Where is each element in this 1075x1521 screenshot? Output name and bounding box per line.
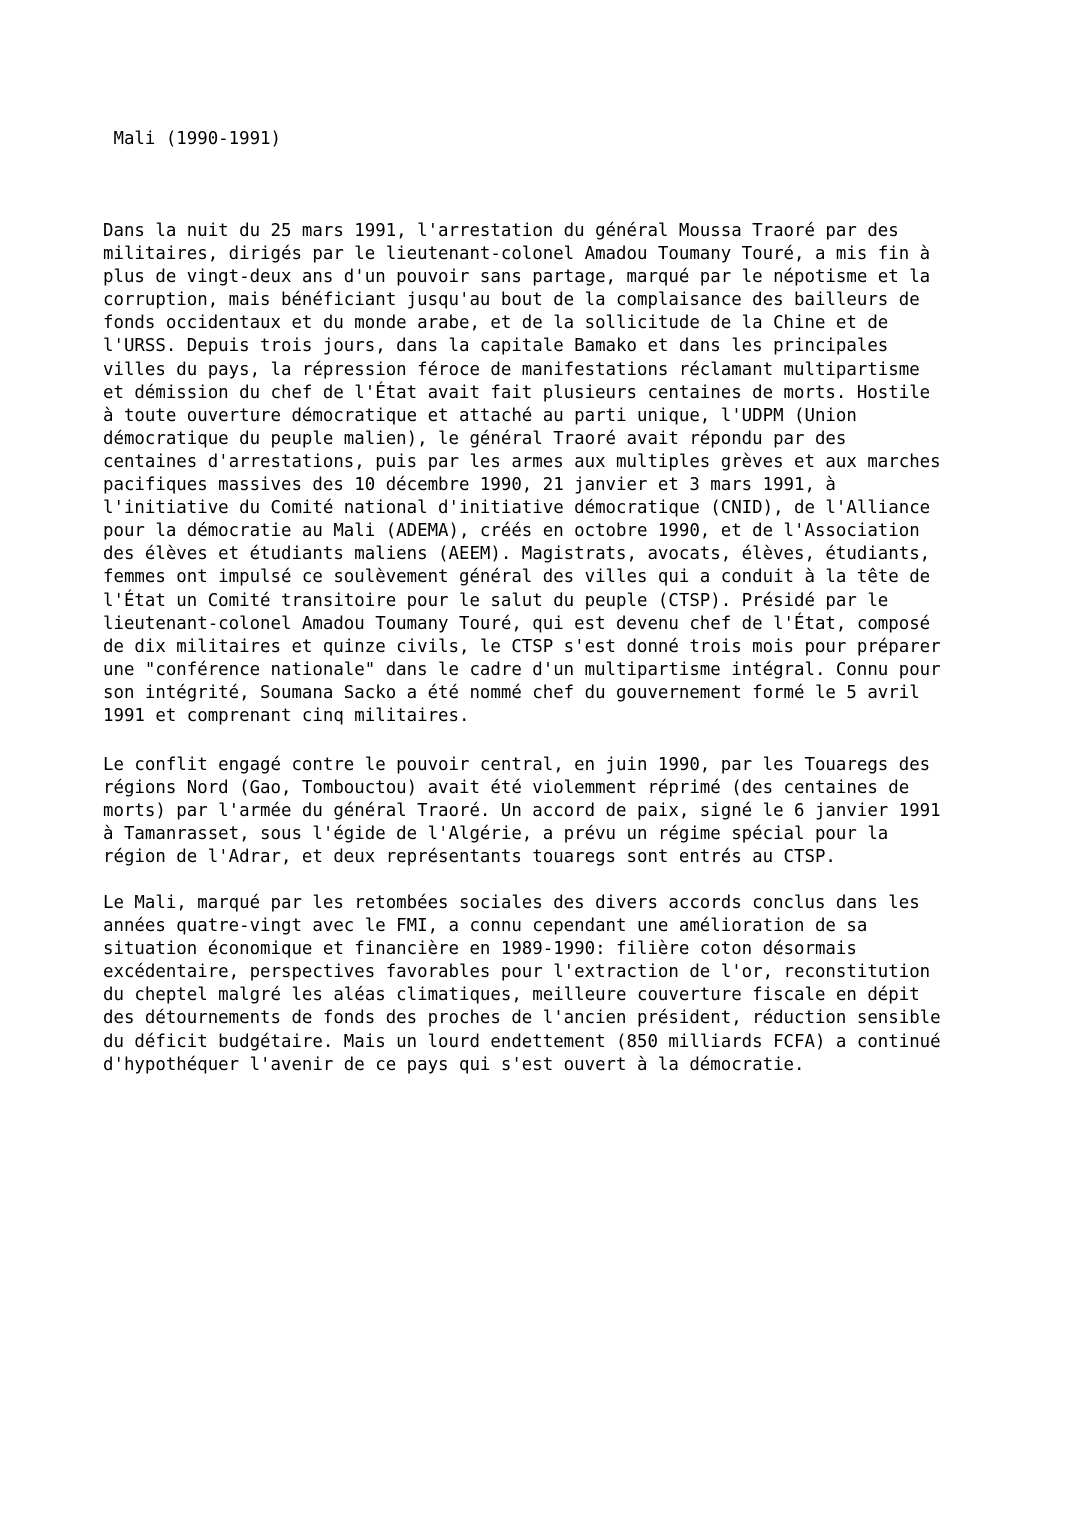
paragraph-touareg-conflict: Le conflit engagé contre le pouvoir central, en juin 1990, par les Touaregs des régions Nord (Gao, Tombouctou) avait été violemment réprimé (des centaines de morts) par l'armée du général Traoré. Un accord de paix, signé le 6 janvier 1991 à Tamanrasset, sous l'égide de l'Algérie, a prévu un régime spécial pour la région de l'Adrar, et deux représentants touaregs sont entrés au CTSP. xyxy=(103,755,941,868)
paragraph-economy: Le Mali, marqué par les retombées sociales des divers accords conclus dans les années quatre-vingt avec le FMI, a connu cependant une amélioration de sa situation économique et financière en 1989-1990: filière coton désormais excédentaire, perspectives favorables pour l'extraction de l'or, reconstitution du cheptel malgré les aléas climatiques, meilleure couverture fiscale en dépit des détournements de fonds des proches de l'ancien président, réduction sensible du déficit budgétaire. Mais un lourd endettement (850 milliards FCFA) a continué d'hypothéquer l'avenir de ce pays qui s'est ouvert à la démocratie. xyxy=(103,893,941,1075)
document-title: Mali (1990-1991) xyxy=(103,129,281,149)
paragraph-revolution: Dans la nuit du 25 mars 1991, l'arrestation du général Moussa Traoré par des militaires, dirigés par le lieutenant-colonel Amadou Toumany Touré, a mis fin à plus de vingt-deux ans d'un pouvoir sans partage, marqué par le népotisme et la corruption, mais bénéficiant jusqu'au bout de la complaisance des bailleurs de fonds occidentaux et du monde arabe, et de la sollicitude de la Chine et de l'URSS. Depuis trois jours, dans la capitale Bamako et dans les principales villes du pays, la répression féroce de manifestations réclamant multipartisme et démission du chef de l'État avait fait plusieurs centaines de morts. Hostile à toute ouverture démocratique et attaché au parti unique, l'UDPM (Union démocratique du peuple malien), le général Traoré avait répondu par des centaines d'arrestations, puis par les armes aux multiples grèves et aux marches pacifiques massives des 10 décembre 1990, 21 janvier et 3 mars 1991, à l'initiative du Comité national d'initiative démocratique (CNID), de l'Alliance pour la démocratie au Mali (ADEMA), créés en octobre 1990, et de l'Association des élèves et étudiants maliens (AEEM). Magistrats, avocats, élèves, étudiants, femmes ont impulsé ce soulèvement général des villes qui a conduit à la tête de l'État un Comité transitoire pour le salut du peuple (CTSP). Présidé par le lieutenant-colonel Amadou Toumany Touré, qui est devenu chef de l'État, composé de dix militaires et quinze civils, le CTSP s'est donné trois mois pour préparer une "conférence nationale" dans le cadre d'un multipartisme intégral. Connu pour son intégrité, Soumana Sacko a été nommé chef du gouvernement formé le 5 avril 1991 et comprenant cinq militaires. xyxy=(103,221,941,726)
